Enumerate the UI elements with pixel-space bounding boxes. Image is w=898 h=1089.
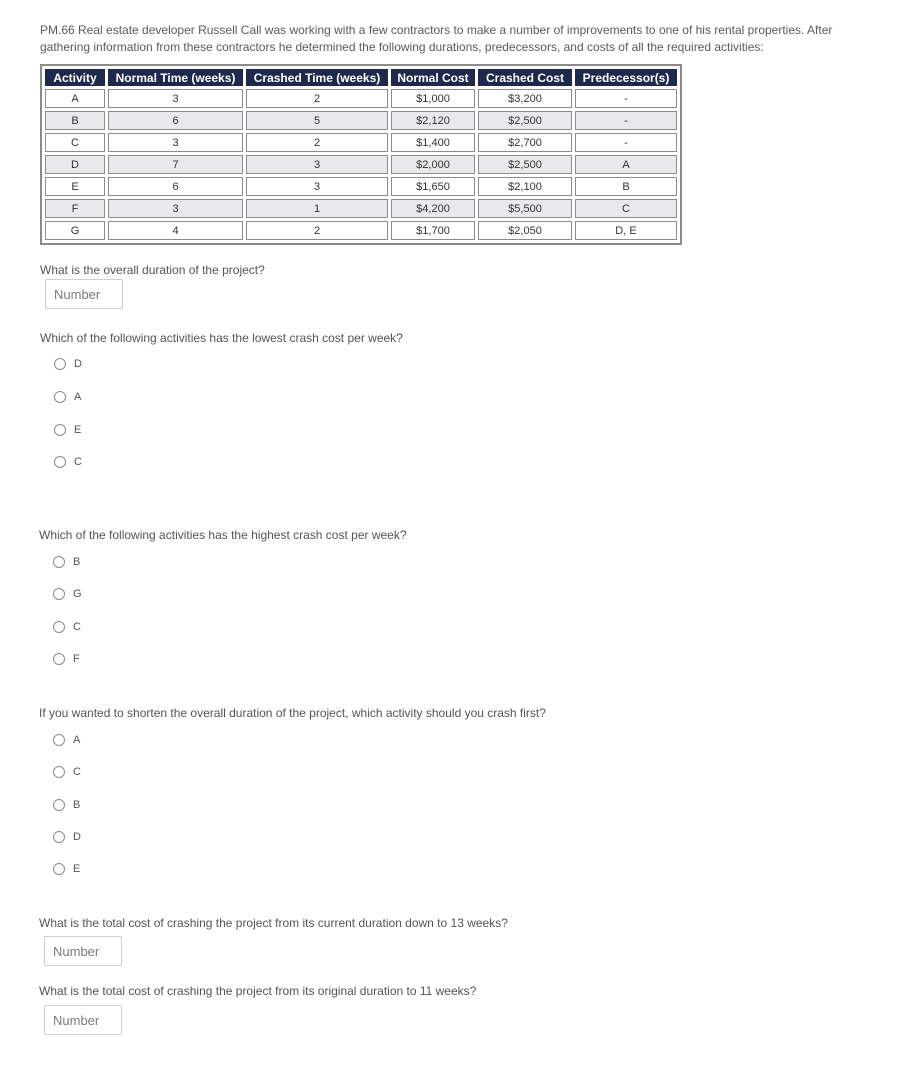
- cell-activity: D: [45, 155, 105, 174]
- cell-normal-time: 3: [108, 89, 243, 108]
- cell-crashed-time: 2: [246, 133, 388, 152]
- column-header-normal-time: Normal Time (weeks): [108, 69, 243, 86]
- cell-normal-cost: $2,000: [391, 155, 475, 174]
- cell-crashed-cost: $2,500: [478, 111, 572, 130]
- highest-crash-cost-option[interactable]: [53, 653, 80, 665]
- table-row: [45, 221, 677, 240]
- option-label: E: [73, 863, 81, 875]
- column-header-activity: Activity: [45, 69, 105, 86]
- option-label: E: [74, 424, 82, 436]
- lowest-crash-cost-option[interactable]: [54, 456, 82, 468]
- question-cost-to-11-weeks: What is the total cost of crashing the project from its original duration to 11 weeks?: [39, 984, 477, 998]
- cell-normal-cost: $1,400: [391, 133, 475, 152]
- highest-crash-cost-option[interactable]: [53, 588, 82, 600]
- radio-button[interactable]: [53, 653, 65, 665]
- cell-normal-cost: $2,120: [391, 111, 475, 130]
- problem-intro: PM.66 Real estate developer Russell Call was working with a few contractors to make a number of improvements to one of his rental properties. After gathering information from these contractors he determined the following durations, predecessors, and costs of all the required activities:: [40, 23, 833, 54]
- cell-activity: F: [45, 199, 105, 218]
- table-row: [45, 199, 677, 218]
- column-header-crashed-time: Crashed Time (weeks): [246, 69, 388, 86]
- cell-normal-time: 3: [108, 199, 243, 218]
- radio-button[interactable]: [53, 766, 65, 778]
- table-row: [45, 89, 677, 108]
- cost-to-11-weeks-input[interactable]: [44, 1005, 122, 1035]
- cell-normal-cost: $4,200: [391, 199, 475, 218]
- option-label: F: [73, 653, 80, 665]
- cell-predecessors: A: [575, 155, 677, 174]
- cell-normal-cost: $1,700: [391, 221, 475, 240]
- table-row: [45, 155, 677, 174]
- column-header-normal-cost: Normal Cost: [391, 69, 475, 86]
- radio-button[interactable]: [53, 831, 65, 843]
- cell-normal-time: 6: [108, 177, 243, 196]
- cell-normal-time: 7: [108, 155, 243, 174]
- option-label: B: [73, 556, 81, 568]
- radio-button[interactable]: [54, 391, 66, 403]
- cell-normal-time: 6: [108, 111, 243, 130]
- crash-first-option[interactable]: [53, 766, 81, 778]
- table-body: [45, 89, 677, 240]
- radio-button[interactable]: [54, 424, 66, 436]
- activity-table: [40, 64, 682, 245]
- option-label: A: [74, 391, 82, 403]
- cell-crashed-cost: $2,500: [478, 155, 572, 174]
- cell-predecessors: -: [575, 111, 677, 130]
- cell-crashed-cost: $5,500: [478, 199, 572, 218]
- cell-activity: A: [45, 89, 105, 108]
- crash-first-option[interactable]: [53, 831, 81, 843]
- crash-first-option[interactable]: [53, 799, 80, 811]
- radio-button[interactable]: [53, 734, 65, 746]
- option-label: C: [73, 766, 81, 778]
- option-label: C: [73, 621, 81, 633]
- cell-activity: G: [45, 221, 105, 240]
- crash-first-option[interactable]: [53, 734, 80, 746]
- cell-crashed-time: 3: [246, 177, 388, 196]
- lowest-crash-cost-option[interactable]: [54, 424, 81, 436]
- question-crash-first: If you wanted to shorten the overall duration of the project, which activity should you crash first?: [39, 706, 546, 720]
- cell-crashed-time: 1: [246, 199, 388, 218]
- cell-activity: E: [45, 177, 105, 196]
- crash-first-option[interactable]: [53, 863, 80, 875]
- option-label: B: [73, 799, 81, 811]
- radio-button[interactable]: [54, 456, 66, 468]
- highest-crash-cost-option[interactable]: [53, 556, 80, 568]
- cell-predecessors: C: [575, 199, 677, 218]
- lowest-crash-cost-option[interactable]: [54, 391, 81, 403]
- option-label: G: [73, 588, 82, 600]
- radio-button[interactable]: [53, 556, 65, 568]
- question-cost-to-13-weeks: What is the total cost of crashing the project from its current duration down to 13 weeks?: [39, 916, 508, 930]
- option-label: D: [74, 358, 82, 370]
- cell-activity: B: [45, 111, 105, 130]
- cell-normal-cost: $1,000: [391, 89, 475, 108]
- cell-crashed-cost: $2,050: [478, 221, 572, 240]
- lowest-crash-cost-option[interactable]: [54, 358, 82, 370]
- radio-button[interactable]: [53, 588, 65, 600]
- radio-button[interactable]: [53, 621, 65, 633]
- option-label: D: [73, 831, 81, 843]
- table-row: [45, 111, 677, 130]
- radio-button[interactable]: [54, 358, 66, 370]
- cell-crashed-time: 5: [246, 111, 388, 130]
- column-header-predecessors: Predecessor(s): [575, 69, 677, 86]
- cell-crashed-time: 2: [246, 221, 388, 240]
- table-header-row: [45, 69, 677, 86]
- question-overall-duration: What is the overall duration of the project?: [40, 263, 265, 277]
- radio-button[interactable]: [53, 799, 65, 811]
- option-label: C: [74, 456, 82, 468]
- cell-crashed-time: 2: [246, 89, 388, 108]
- cell-normal-time: 4: [108, 221, 243, 240]
- highest-crash-cost-option[interactable]: [53, 621, 81, 633]
- cell-crashed-cost: $3,200: [478, 89, 572, 108]
- cell-crashed-cost: $2,100: [478, 177, 572, 196]
- table-row: [45, 133, 677, 152]
- option-label: A: [73, 734, 81, 746]
- cell-normal-cost: $1,650: [391, 177, 475, 196]
- cell-predecessors: -: [575, 133, 677, 152]
- cost-to-13-weeks-input[interactable]: [44, 936, 122, 966]
- question-highest-crash-cost: Which of the following activities has the highest crash cost per week?: [39, 528, 407, 542]
- cell-normal-time: 3: [108, 133, 243, 152]
- question-lowest-crash-cost: Which of the following activities has the lowest crash cost per week?: [40, 331, 403, 345]
- cell-crashed-cost: $2,700: [478, 133, 572, 152]
- radio-button[interactable]: [53, 863, 65, 875]
- table-row: [45, 177, 677, 196]
- cell-activity: C: [45, 133, 105, 152]
- column-header-crashed-cost: Crashed Cost: [478, 69, 572, 86]
- overall-duration-input[interactable]: [45, 279, 123, 309]
- cell-crashed-time: 3: [246, 155, 388, 174]
- cell-predecessors: B: [575, 177, 677, 196]
- cell-predecessors: D, E: [575, 221, 677, 240]
- cell-predecessors: -: [575, 89, 677, 108]
